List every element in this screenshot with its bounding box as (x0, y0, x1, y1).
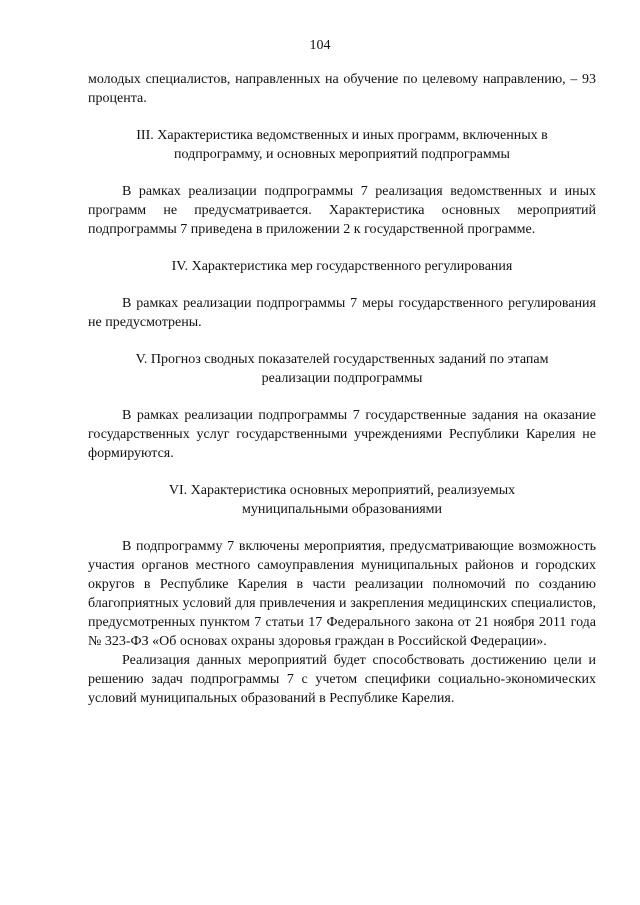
section-heading-iii: III. Характеристика ведомственных и иных программ, включенных в подпрограмму, и основных мероприятий подпрограммы (136, 128, 548, 162)
paragraph-section-iv: В рамках реализации подпрограммы 7 меры государственного регулирования не предусмотрены. (88, 296, 596, 330)
paragraph-continuation: молодых специалистов, направленных на обучение по целевому направлению, – 93 процента. (88, 72, 596, 106)
paragraph-section-iii: В рамках реализации подпрограммы 7 реализация ведомственных и иных программ не предусматривается. Характеристика основных мероприятий подпрограммы 7 приведена в приложении 2 к государственной программе. (88, 184, 596, 237)
section-heading-v: V. Прогноз сводных показателей государственных заданий по этапам реализации подпрограммы (135, 352, 549, 386)
paragraph-section-vi-2: Реализация данных мероприятий будет способствовать достижению цели и решению задач подпрограммы 7 с учетом специфики социально-экономических условий муниципальных образований в Республике Карелия. (88, 653, 596, 706)
section-heading-vi: VI. Характеристика основных мероприятий, реализуемых муниципальными образованиями (168, 483, 516, 517)
paragraph-section-v: В рамках реализации подпрограммы 7 государственные задания на оказание государственных услуг государственными учреждениями Республики Карелия не формируются. (88, 408, 596, 461)
paragraph-section-vi-1: В подпрограмму 7 включены мероприятия, предусматривающие возможность участия органов местного самоуправления муниципальных районов и городских округов в Республике Карелия в части реализации полномочий по созданию благоприятных условий для привлечения и закрепления медицинских специалистов, предусмотренных пунктом 7 статьи 17 Федерального закона от 21 ноября 2011 года № 323-ФЗ «Об основах охраны здоровья граждан в Российской Федерации». (88, 539, 596, 649)
page-number: 104 (309, 38, 331, 53)
section-heading-iv: IV. Характеристика мер государственного регулирования (171, 259, 513, 274)
document-body (88, 70, 596, 708)
